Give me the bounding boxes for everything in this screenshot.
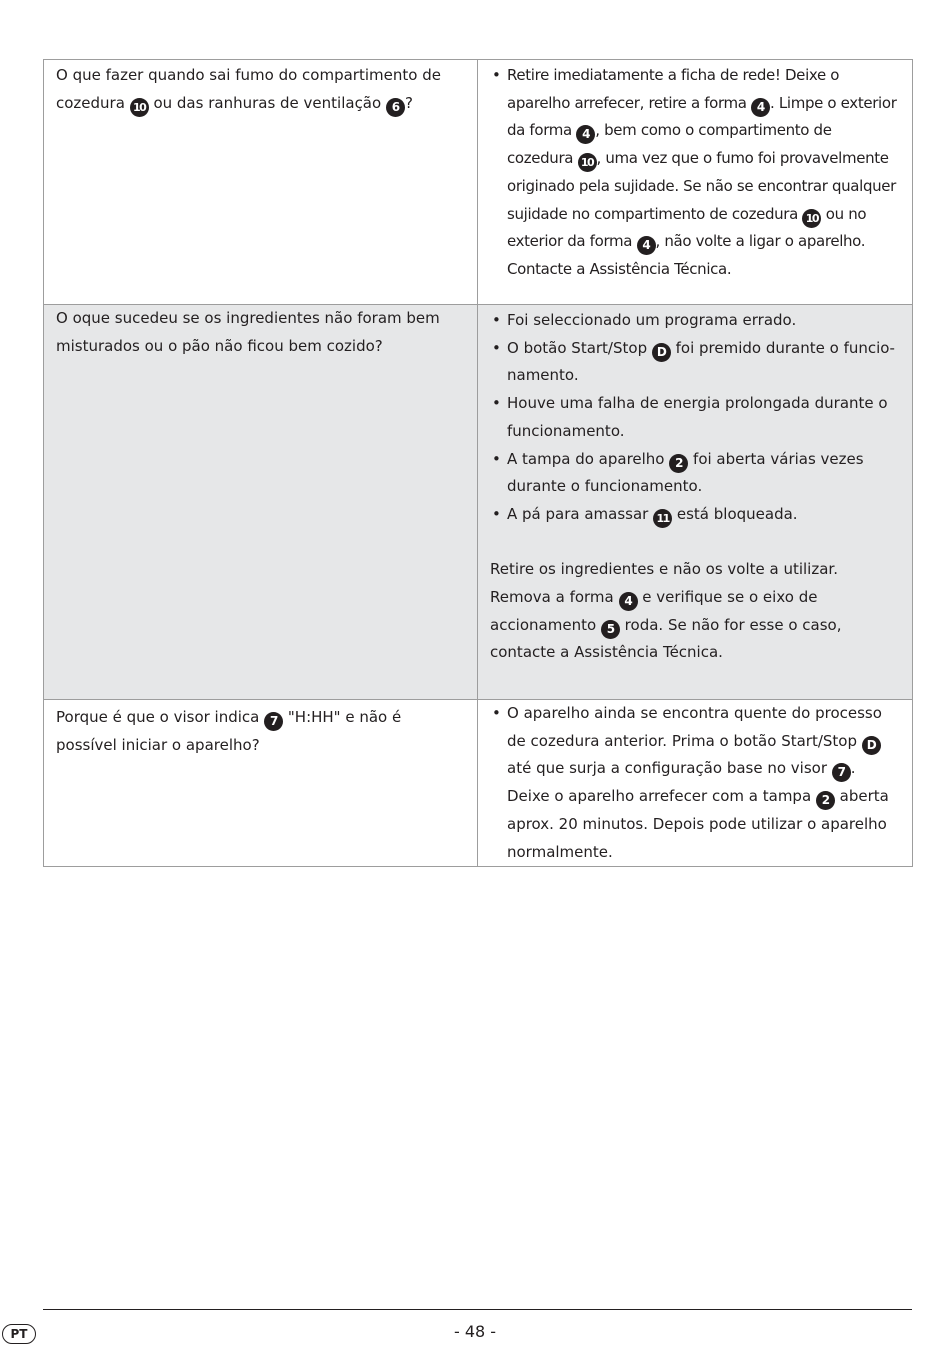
callout-number-badge: 11	[653, 509, 672, 528]
question-cell	[44, 700, 478, 867]
text-run: , não volte a ligar o aparelho. Contacte a Assistência Técnica.	[507, 232, 866, 278]
text-run: ou no exterior da forma	[507, 204, 867, 251]
question-text	[56, 62, 463, 117]
callout-number-badge: D	[652, 343, 671, 362]
answer-list	[490, 307, 902, 529]
text-run: e verifique se o eixo de accionamento	[490, 588, 818, 634]
footer-divider	[43, 1309, 912, 1310]
callout-number-badge: 10	[802, 209, 821, 228]
text-run: O botão Start/Stop	[507, 338, 652, 357]
list-item	[490, 307, 902, 335]
page-number: - 48 -	[453, 1322, 497, 1341]
callout-number-badge: 4	[619, 592, 638, 611]
answer-cell	[478, 60, 913, 305]
text-run: , bem como o compartimento de cozedura	[507, 121, 832, 168]
list-item	[490, 446, 902, 501]
callout-number-badge: 4	[576, 125, 595, 144]
list-item	[490, 700, 902, 866]
question-text	[56, 704, 463, 759]
text-run: está bloqueada.	[672, 504, 798, 523]
callout-number-badge: 10	[578, 153, 597, 172]
answer-cell	[478, 700, 913, 867]
callout-number-badge: 7	[832, 763, 851, 782]
text-run: Porque é que o visor indica	[56, 708, 265, 726]
callout-number-badge: 7	[264, 712, 283, 731]
callout-number-badge: 2	[669, 454, 688, 473]
answer-paragraph	[490, 556, 902, 667]
text-run: aberta aprox. 20 minutos. Depois pode utilizar o aparelho normalmente.	[507, 787, 889, 861]
text-run: roda. Se não for esse o caso, contacte a Assistência Técnica.	[490, 615, 842, 662]
text-run: "H:HH" e não é possível iniciar o aparelho?	[56, 708, 402, 754]
text-run: , uma vez que o fumo foi provavelmente originado pela sujidade. Se não se encontrar qualquer sujidade no compartimento de cozedura	[507, 149, 896, 223]
table-row	[44, 700, 913, 867]
text-run: foi premido durante o funcionamento.	[507, 338, 895, 385]
answer-cell	[478, 305, 913, 700]
table-row	[44, 60, 913, 305]
text-run: A tampa do aparelho	[507, 449, 670, 468]
question-cell	[44, 60, 478, 305]
text-run: Retire imediatamente a ficha de rede! Deixe o aparelho arrefecer, retire a forma	[507, 66, 840, 112]
text-run: Foi seleccionado um programa errado.	[507, 311, 797, 329]
answer-list	[490, 700, 902, 866]
callout-number-badge: 4	[751, 98, 770, 117]
list-item	[490, 390, 902, 445]
list-item	[490, 335, 902, 390]
text-run: Houve uma falha de energia prolongada durante o funcionamento.	[507, 394, 888, 440]
text-run: ?	[404, 93, 413, 112]
list-item	[490, 501, 902, 529]
question-text	[56, 305, 463, 360]
callout-number-badge: 6	[386, 98, 405, 117]
text-run: . Deixe o aparelho arrefecer com a tampa	[507, 759, 856, 806]
callout-number-badge: 4	[637, 236, 656, 255]
text-run: ou das ranhuras de ventilação	[148, 93, 386, 112]
table-row	[44, 305, 913, 700]
callout-number-badge: 10	[130, 98, 149, 117]
text-run: O que fazer quando sai fumo do compartimento de cozedura	[56, 66, 441, 112]
callout-number-badge: 2	[816, 791, 835, 810]
callout-number-badge: 5	[601, 620, 620, 639]
text-run: A pá para amassar	[507, 504, 654, 523]
text-run: O aparelho ainda se encontra quente do processo de cozedura anterior. Prima o botão Start/Stop	[507, 704, 882, 750]
language-badge: PT	[2, 1324, 36, 1344]
text-run: foi aberta várias vezes durante o funcionamento.	[507, 449, 864, 496]
troubleshooting-table	[43, 59, 913, 867]
text-run: O oque sucedeu se os ingredientes não foram bem misturados ou o pão não ficou bem cozido?	[56, 309, 440, 355]
text-run: Retire os ingredientes e não os volte a utilizar. Remova a forma	[490, 560, 838, 607]
list-item	[490, 62, 902, 284]
text-run: . Limpe o exterior da forma	[507, 93, 897, 140]
answer-list	[490, 62, 902, 284]
text-run: até que surja a configuração base no visor	[507, 759, 832, 778]
question-cell	[44, 305, 478, 700]
callout-number-badge: D	[862, 736, 881, 755]
